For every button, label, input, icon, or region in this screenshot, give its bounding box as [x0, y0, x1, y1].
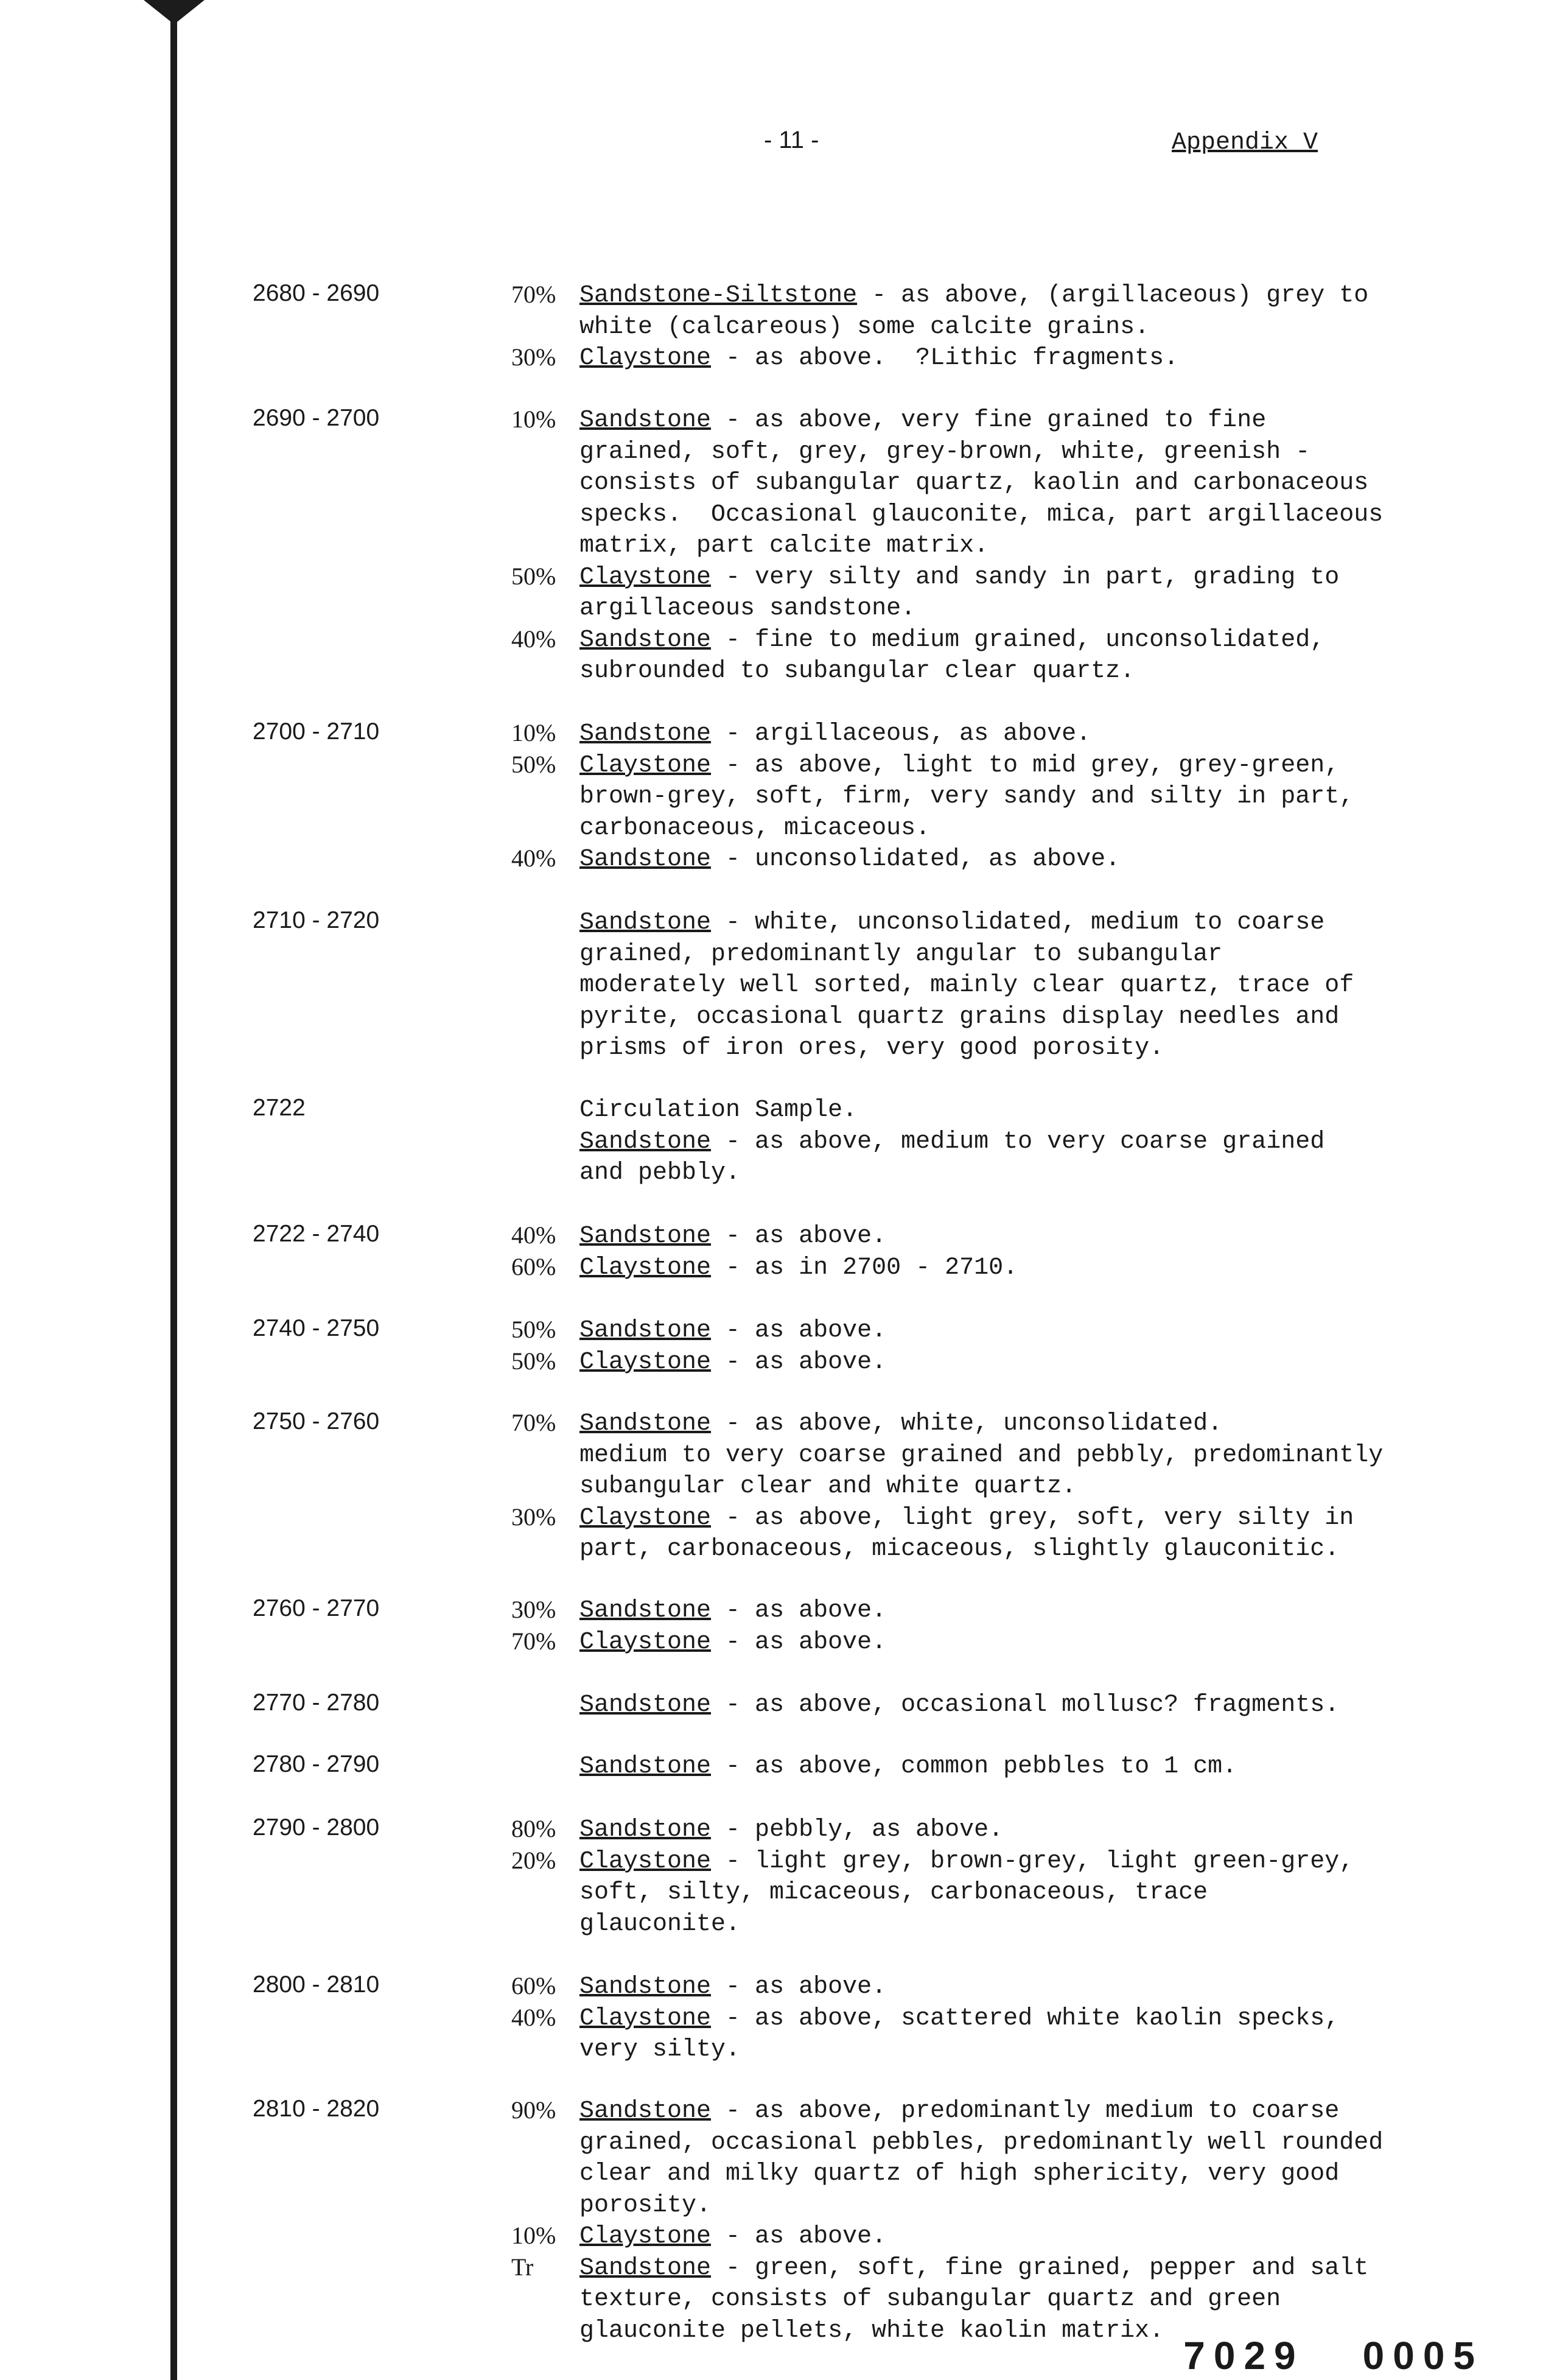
description-detail: brown-grey, soft, firm, very sandy and silty in part, [579, 783, 1354, 810]
description-line [0, 750, 1543, 782]
description-line [0, 1252, 1543, 1284]
description-line [0, 1503, 1543, 1534]
description-detail: - unconsolidated, as above. [711, 846, 1121, 873]
percentage: 10% [511, 405, 556, 433]
description-detail: subrounded to subangular clear quartz. [579, 658, 1135, 685]
depth-interval: 2790 - 2800 [253, 1814, 380, 1841]
description-line [0, 2253, 1543, 2284]
description-line [0, 343, 1543, 374]
description-text [579, 1157, 740, 1189]
description-text [579, 1347, 886, 1378]
description-text [579, 1440, 1383, 1472]
description-detail: consists of subangular quartz, kaolin and carbonaceous [579, 469, 1369, 497]
percentage: 60% [511, 1972, 556, 1999]
description-line [0, 2284, 1543, 2315]
description-text [579, 1252, 1018, 1284]
description-detail: - as above. [711, 1597, 887, 1624]
description-detail: specks. Occasional glauconite, mica, part argillaceous [579, 500, 1384, 528]
description-text [579, 1877, 1208, 1909]
description-text [579, 625, 1324, 656]
description-text [579, 1909, 740, 1940]
lithology-term: Sandstone [579, 1753, 712, 1780]
description-detail: - as above. [711, 1348, 887, 1376]
lithology-term: Sandstone [579, 1691, 712, 1719]
description-text [579, 2221, 886, 2253]
lithology-term: Claystone [579, 2004, 712, 2032]
description-line [0, 280, 1543, 312]
lithology-term: Claystone [579, 1254, 712, 1282]
description-text [579, 562, 1339, 594]
percentage: 60% [511, 1252, 556, 1280]
percentage: 70% [511, 1627, 556, 1655]
description-text [579, 1126, 1324, 1158]
description-line [0, 1909, 1543, 1940]
description-line [0, 2221, 1543, 2253]
description-text [579, 312, 1149, 343]
depth-interval: 2770 - 2780 [253, 1690, 380, 1716]
lithology-term: Sandstone [579, 626, 712, 654]
description-line [0, 468, 1543, 499]
description-detail: - as above, white, unconsolidated. [711, 1410, 1223, 1437]
lithology-term: Claystone [579, 563, 712, 591]
description-text [579, 2284, 1281, 2315]
description-detail: - as above, occasional mollusc? fragments. [711, 1691, 1340, 1719]
description-line [0, 562, 1543, 594]
description-detail: - as above, scattered white kaolin specks, [711, 2004, 1340, 2032]
lithology-term: Claystone [579, 2223, 712, 2250]
depth-interval: 2722 - 2740 [253, 1221, 380, 1247]
percentage: 90% [511, 2096, 556, 2124]
lithology-term: Sandstone [579, 2254, 712, 2282]
description-text [579, 499, 1383, 531]
description-detail: subangular clear and white quartz. [579, 1473, 1077, 1500]
footer-code-a: 7029 [1183, 2334, 1304, 2378]
description-line [0, 813, 1543, 844]
depth-interval: 2740 - 2750 [253, 1315, 380, 1341]
description-detail: porosity. [579, 2191, 712, 2219]
description-line [0, 1627, 1543, 1659]
percentage: 30% [511, 343, 556, 371]
description-line [0, 718, 1543, 750]
description-line [0, 1126, 1543, 1158]
description-line [0, 437, 1543, 468]
lithology-term: Sandstone [579, 1128, 712, 1156]
description-detail: grained, occasional pebbles, predominantly well rounded [579, 2129, 1384, 2157]
description-line [0, 312, 1543, 343]
description-line [0, 1033, 1543, 1064]
description-line [0, 1002, 1543, 1033]
percentage: 30% [511, 1596, 556, 1623]
description-text [579, 2158, 1339, 2190]
description-detail: medium to very coarse grained and pebbly, predominantly [579, 1441, 1384, 1469]
description-line [0, 1751, 1543, 1783]
description-detail: - as above, common pebbles to 1 cm. [711, 1753, 1237, 1780]
description-text [579, 1002, 1339, 1033]
description-detail: - as in 2700 - 2710. [711, 1254, 1018, 1282]
description-line [0, 1221, 1543, 1252]
description-line [0, 1814, 1543, 1846]
description-text [579, 1503, 1354, 1534]
description-line [0, 499, 1543, 531]
description-detail: texture, consists of subangular quartz and green [579, 2286, 1281, 2313]
description-text [579, 1408, 1222, 1440]
page-number: - 11 - [764, 127, 819, 153]
description-line [0, 405, 1543, 437]
description-line [0, 1157, 1543, 1189]
description-line [0, 2096, 1543, 2127]
lithology-term: Sandstone [579, 720, 712, 748]
description-text [579, 1033, 1164, 1064]
description-detail: clear and milky quartz of high sphericity, very good [579, 2160, 1340, 2188]
description-text [579, 2034, 740, 2066]
description-line [0, 939, 1543, 971]
description-text [579, 1315, 886, 1347]
percentage: 50% [511, 562, 556, 590]
footer-code [1183, 2333, 1483, 2378]
description-text [579, 750, 1339, 782]
lithology-term: Claystone [579, 1847, 712, 1875]
description-text [579, 718, 1091, 750]
description-detail: - as above, predominantly medium to coarse [711, 2097, 1340, 2125]
description-line [0, 656, 1543, 687]
description-detail: grained, soft, grey, grey-brown, white, greenish - [579, 438, 1310, 466]
description-line [0, 593, 1543, 625]
percentage: 10% [511, 2222, 556, 2249]
lithology-term: Sandstone [579, 1317, 712, 1344]
description-text [579, 2253, 1368, 2284]
depth-interval: 2800 - 2810 [253, 1971, 380, 1998]
description-line [0, 844, 1543, 876]
description-detail: pyrite, occasional quartz grains display needles and [579, 1003, 1340, 1031]
description-detail: - as above, light to mid grey, grey-green, [711, 751, 1340, 779]
description-line [0, 1347, 1543, 1378]
description-text [579, 405, 1266, 437]
percentage: 40% [511, 625, 556, 653]
description-text [579, 1534, 1339, 1565]
lithology-term: Sandstone [579, 1223, 712, 1250]
description-detail: Circulation Sample. [579, 1097, 858, 1124]
description-text [579, 1846, 1354, 1878]
lithology-term: Claystone [579, 1504, 712, 1532]
description-text [579, 343, 1178, 374]
description-line [0, 625, 1543, 656]
description-detail: - as above. [711, 1223, 887, 1250]
description-line [0, 2034, 1543, 2066]
percentage: 50% [511, 1347, 556, 1375]
description-detail: soft, silty, micaceous, carbonaceous, trace [579, 1879, 1208, 1906]
description-text [579, 939, 1222, 971]
description-line [0, 1440, 1543, 1472]
depth-interval: 2700 - 2710 [253, 718, 380, 745]
lithology-term: Sandstone [579, 1597, 712, 1624]
percentage: 70% [511, 281, 556, 308]
percentage: 40% [511, 2003, 556, 2031]
depth-interval: 2780 - 2790 [253, 1751, 380, 1777]
description-text [579, 1814, 1003, 1846]
lithology-term: Claystone [579, 1348, 712, 1376]
description-text [579, 1971, 886, 2003]
description-text [579, 2003, 1339, 2035]
description-detail: - green, soft, fine grained, pepper and salt [711, 2254, 1369, 2282]
description-text [579, 593, 915, 625]
percentage: 50% [511, 750, 556, 778]
description-text [579, 2096, 1339, 2127]
description-detail: - as above. [711, 1973, 887, 2001]
description-detail: - light grey, brown-grey, light green-grey, [711, 1847, 1354, 1875]
description-line [0, 1595, 1543, 1627]
depth-interval: 2722 [253, 1095, 306, 1121]
description-detail: - fine to medium grained, unconsolidated, [711, 626, 1325, 654]
lithology-term: Sandstone [579, 846, 712, 873]
description-line [0, 2158, 1543, 2190]
description-text [579, 1595, 886, 1627]
description-text [579, 1471, 1076, 1503]
lithology-term: Sandstone [579, 1973, 712, 2001]
description-detail: - pebbly, as above. [711, 1816, 1004, 1844]
description-detail: - white, unconsolidated, medium to coarse [711, 909, 1325, 936]
percentage: 10% [511, 719, 556, 746]
description-line [0, 1095, 1543, 1126]
appendix-label: Appendix V [1172, 129, 1318, 156]
description-detail: matrix, part calcite matrix. [579, 532, 989, 560]
description-detail: - as above, medium to very coarse grained [711, 1128, 1325, 1156]
lithology-term: Claystone [579, 751, 712, 779]
description-line [0, 2003, 1543, 2035]
description-line [0, 781, 1543, 813]
depth-interval: 2690 - 2700 [253, 405, 380, 431]
percentage: 40% [511, 844, 556, 872]
description-text [579, 2315, 1164, 2347]
description-detail: glauconite pellets, white kaolin matrix. [579, 2317, 1164, 2345]
percentage: 30% [511, 1503, 556, 1531]
percentage: 70% [511, 1409, 556, 1436]
description-text [579, 280, 1368, 312]
description-text [579, 970, 1354, 1002]
description-detail: very silty. [579, 2036, 741, 2063]
description-detail: - as above. [711, 1628, 887, 1656]
lithology-term: Claystone [579, 1628, 712, 1656]
description-detail: glauconite. [579, 1910, 741, 1938]
description-detail: prisms of iron ores, very good porosity. [579, 1034, 1164, 1062]
lithology-term: Sandstone [579, 407, 712, 434]
description-text [579, 781, 1354, 813]
description-text [579, 907, 1324, 939]
description-line [0, 1971, 1543, 2003]
description-detail: grained, predominantly angular to subangular [579, 940, 1223, 968]
depth-interval: 2750 - 2760 [253, 1408, 380, 1434]
description-text [579, 437, 1310, 468]
description-detail: - as above, light grey, soft, very silty in [711, 1504, 1354, 1532]
lithology-term: Sandstone [579, 1816, 712, 1844]
lithology-term: Sandstone-Siltstone [579, 282, 858, 309]
description-line [0, 1877, 1543, 1909]
description-text [579, 1690, 1339, 1721]
lithology-term: Sandstone [579, 1410, 712, 1437]
percentage: Tr [511, 2253, 534, 2281]
description-detail: - as above, (argillaceous) grey to [857, 282, 1369, 309]
description-detail: - argillaceous, as above. [711, 720, 1091, 748]
depth-interval: 2680 - 2690 [253, 280, 380, 306]
description-line [0, 970, 1543, 1002]
percentage: 80% [511, 1815, 556, 1842]
lithology-term: Claystone [579, 345, 712, 372]
description-detail: part, carbonaceous, micaceous, slightly glauconitic. [579, 1536, 1340, 1563]
description-line [0, 1408, 1543, 1440]
lithology-term: Sandstone [579, 909, 712, 936]
description-line [0, 1315, 1543, 1347]
description-line [0, 1846, 1543, 1878]
description-line [0, 1471, 1543, 1503]
description-detail: - as above. [711, 1317, 887, 1344]
description-text [579, 656, 1135, 687]
description-line [0, 1534, 1543, 1565]
description-text [579, 530, 988, 562]
description-text [579, 844, 1120, 876]
description-text [579, 1095, 857, 1126]
description-detail: carbonaceous, micaceous. [579, 814, 931, 842]
description-detail: - as above. [711, 2223, 887, 2250]
percentage: 20% [511, 1846, 556, 1874]
description-text [579, 1221, 886, 1252]
description-text [579, 2127, 1383, 2159]
description-line [0, 2190, 1543, 2222]
description-text [579, 1627, 886, 1659]
description-text [579, 813, 930, 844]
description-detail: white (calcareous) some calcite grains. [579, 313, 1150, 341]
description-detail: argillaceous sandstone. [579, 595, 916, 622]
depth-interval: 2710 - 2720 [253, 907, 380, 933]
description-detail: - very silty and sandy in part, grading to [711, 563, 1340, 591]
description-detail: - as above. ?Lithic fragments. [711, 345, 1179, 372]
depth-interval: 2760 - 2770 [253, 1595, 380, 1621]
description-line [0, 2127, 1543, 2159]
percentage: 40% [511, 1221, 556, 1249]
description-text [579, 1751, 1237, 1783]
lithology-term: Sandstone [579, 2097, 712, 2125]
description-detail: moderately well sorted, mainly clear quartz, trace of [579, 972, 1354, 999]
description-line [0, 907, 1543, 939]
depth-interval: 2810 - 2820 [253, 2096, 380, 2122]
description-detail: - as above, very fine grained to fine [711, 407, 1267, 434]
description-line [0, 530, 1543, 562]
description-detail: and pebbly. [579, 1159, 741, 1187]
description-text [579, 2190, 711, 2222]
description-line [0, 1690, 1543, 1721]
footer-code-b: 0005 [1362, 2334, 1483, 2378]
percentage: 50% [511, 1316, 556, 1343]
description-text [579, 468, 1368, 499]
